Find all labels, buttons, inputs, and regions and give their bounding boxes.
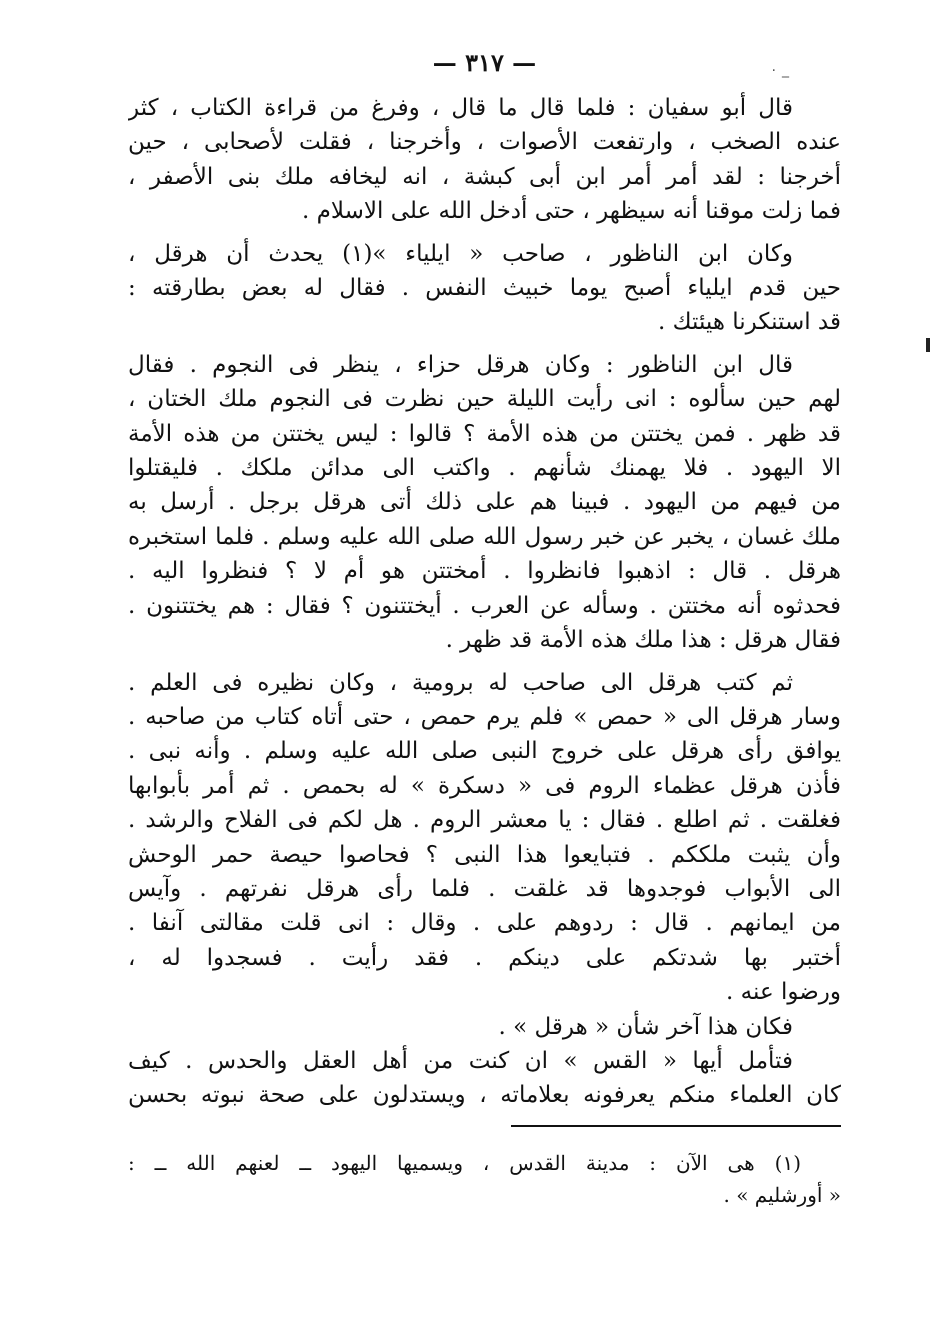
body-text: [128, 91, 841, 1113]
scan-edge-mark: [926, 338, 930, 352]
text-line: فما زلت موقنا أنه سيظهر ، حتى أدخل الله على الاسلام .: [302, 198, 841, 225]
footnote-divider: [511, 1125, 841, 1127]
text-line: الى الأبواب فوجدوها قد غلقت . فلما رأى هرقل نفرتهم . وآيس: [128, 875, 841, 902]
text-line: حين قدم ايلياء أصبح يوما خبيث النفس . فقال له بعض بطارقته :: [128, 275, 841, 302]
text-line: أخرجنا : لقد أمر أمر ابن أبى كبشة ، انه ليخافه ملك بنى الأصفر ،: [128, 163, 841, 190]
text-line: أختبر بها شدتكم على دينكم . فقد رأيت . فسجدوا له ،: [128, 944, 841, 971]
text-line: فأذن هرقل عظماء الروم فى « دسكرة » له بحمص . ثم أمر بأبوابها: [128, 772, 841, 799]
text-line: قال ابن الناظور : وكان هرقل حزاء ، ينظر فى النجوم . فقال: [128, 351, 793, 378]
text-line: وكان ابن الناظور ، صاحب « ايلياء »(١) يحدث أن هرقل ،: [128, 240, 793, 267]
text-line: هرقل . قال : اذهبوا فانظروا . أمختتن هو أم لا ؟ فنظروا اليه .: [128, 558, 841, 585]
text-line: فكان هذا آخر شأن « هرقل » .: [498, 1013, 793, 1040]
text-line: فتأمل أيها « القس » ان كنت من أهل العقل والحدس . كيف: [128, 1047, 793, 1074]
paragraph-6: [128, 1044, 841, 1113]
text-line: وأن يثبت ملككم . فتبايعوا هذا النبى ؟ فحاصوا حيصة حمر الوحش: [128, 841, 841, 868]
text-line: من ايمانهم . قال : ردوهم على . وقال : انى قلت مقالتى آنفا .: [128, 910, 841, 937]
text-line: ورضوا عنه .: [726, 979, 841, 1006]
text-line: لهم حين سألوه : انى رأيت الليلة حين نظرت فى النجوم ملك الختان ،: [128, 386, 841, 413]
text-line: عنده الصخب ، وارتفعت الأصوات ، وأخرجنا ، فقلت لأصحابى ، حين: [128, 129, 841, 156]
scan-mark: ٠ _: [770, 62, 789, 78]
text-line: كان العلماء منكم يعرفونه بعلاماته ، ويستدلون على صحة نبوته بحسن: [128, 1082, 841, 1109]
text-line: يوافق رأى هرقل على خروج النبى صلى الله عليه وسلم . وأنه نبى .: [128, 738, 841, 765]
text-line: فغلقت . ثم اطلع . فقال : يا معشر الروم . هل لكم فى الفلاح والرشد .: [128, 807, 841, 834]
text-line: من فيهم من اليهود . فبينا هم على ذلك أتى هرقل برجل . أرسل به: [128, 489, 841, 516]
paragraph-3: [128, 348, 841, 658]
footnote-line: (١) هى الآن : مدينة القدس ، ويسميها اليهود ــ لعنهم الله ــ :: [128, 1150, 801, 1175]
text-line: قد استنكرنا هيئتك .: [658, 309, 841, 336]
text-line: ثم كتب هرقل الى صاحب له برومية ، وكان نظيره فى العلم .: [128, 669, 793, 696]
text-line: ملك غسان ، يخبر عن خبر رسول الله صلى الله عليه وسلم . فلما استخبره: [128, 523, 841, 550]
text-line: قال أبو سفيان : فلما قال ما قال ، وفرغ من قراءة الكتاب ، كثر: [128, 95, 793, 121]
page-number: — ٣١٧ —: [432, 48, 537, 77]
paragraph-4: [128, 666, 841, 1010]
footnote-line: « أورشليم » .: [723, 1182, 841, 1207]
paragraph-5: [128, 1010, 841, 1044]
paragraph-2: [128, 237, 841, 340]
paragraph-1: [128, 91, 841, 229]
footnote: [128, 1147, 841, 1211]
text-line: قد ظهر . فمن يختتن من هذه الأمة ؟ قالوا : ليس يختتن من هذه الأمة: [128, 420, 841, 447]
text-line: وسار هرقل الى « حمص » فلم يرم حمص ، حتى أتاه كتاب من صاحبه .: [128, 703, 841, 730]
text-line: الا اليهود . فلا يهمنك شأنهم . واكتب الى مدائن ملكك . فليقتلوا: [128, 455, 841, 482]
text-line: فقال هرقل : هذا ملك هذه الأمة قد ظهر .: [445, 627, 841, 654]
text-line: فحدثوه أنه مختتن . وسأله عن العرب . أيختتنون ؟ فقال : هم يختتنون .: [128, 592, 841, 619]
